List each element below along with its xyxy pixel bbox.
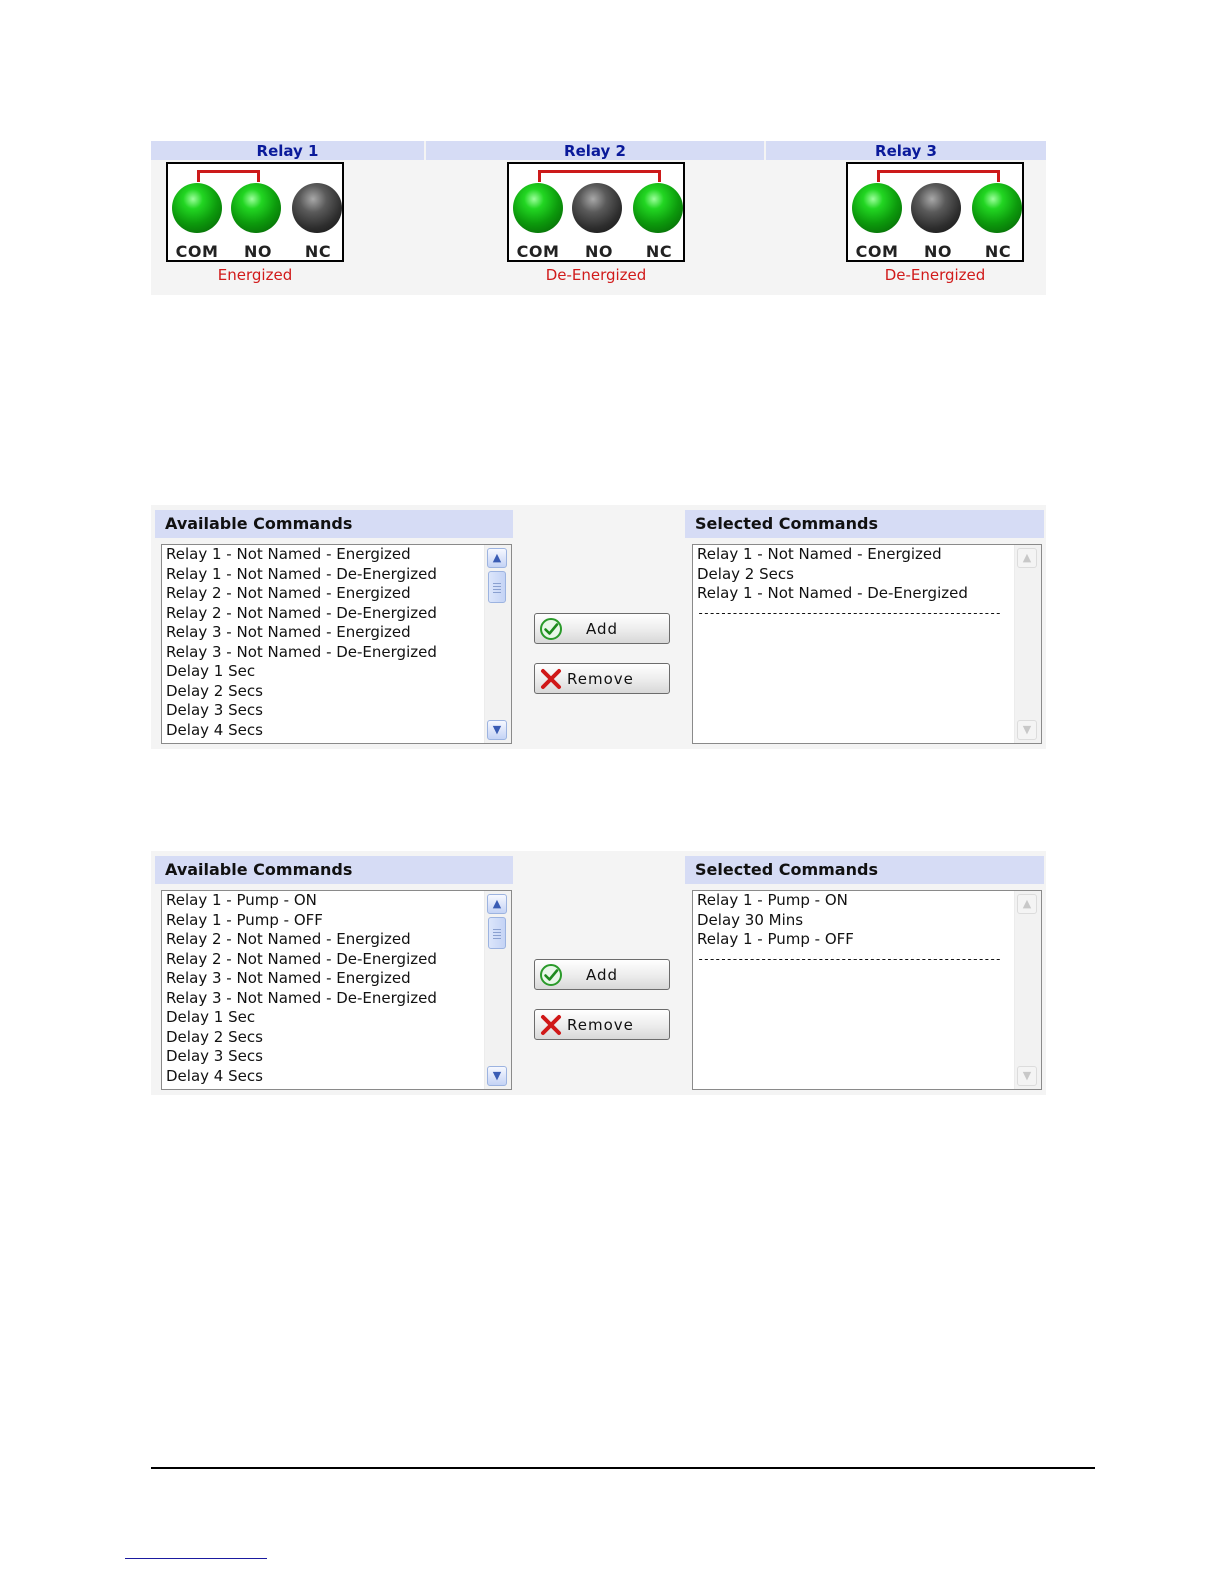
relay-status-panel: [151, 141, 1046, 295]
add-button-label: Add: [586, 966, 619, 984]
relay-3-diagram: [846, 162, 1024, 262]
selected-commands-header: Selected Commands: [685, 856, 1044, 884]
red-x-icon: [539, 667, 563, 691]
relay-2-contact-bracket: [538, 170, 661, 182]
add-button[interactable]: [534, 613, 670, 644]
relay-2-com-label: COM: [516, 242, 560, 261]
relay-1-no-label: NO: [244, 242, 272, 261]
list-item[interactable]: Relay 3 - Not Named - Energized: [166, 623, 411, 641]
check-circle-icon: [539, 617, 563, 641]
list-item[interactable]: Relay 1 - Not Named - De-Energized: [166, 564, 437, 583]
list-item[interactable]: Delay 4 Secs: [166, 720, 263, 739]
list-item[interactable]: Delay 3 Secs: [166, 1047, 263, 1065]
footer-divider: [151, 1467, 1095, 1469]
relay-1-diagram: [166, 162, 344, 262]
available-list-scrollbar[interactable]: [484, 545, 511, 743]
list-item[interactable]: Relay 2 - Not Named - De-Energized: [166, 603, 437, 622]
available-commands-list[interactable]: [161, 544, 512, 744]
relay-3-com-led: [852, 183, 902, 233]
selected-commands-header: Selected Commands: [685, 510, 1044, 538]
selected-list-scrollbar: [1014, 891, 1041, 1089]
command-panel-2: [151, 851, 1046, 1095]
list-item[interactable]: Delay 30 Mins: [697, 910, 804, 929]
relay-1-no-led: [231, 183, 281, 233]
relay-2-no-label: NO: [585, 242, 613, 261]
available-list-scrollbar[interactable]: [484, 891, 511, 1089]
command-panel-1: [151, 505, 1046, 749]
relay-3-nc-led: [972, 183, 1022, 233]
chevron-up-icon[interactable]: ▲: [487, 548, 507, 568]
relay-2-no-led: [572, 183, 622, 233]
chevron-down-icon[interactable]: ▼: [487, 720, 507, 740]
chevron-up-icon: ▲: [1017, 894, 1037, 914]
chevron-up-icon: ▲: [1017, 548, 1037, 568]
list-separator: -----------------------------------------------------: [697, 951, 1001, 966]
list-item[interactable]: Relay 2 - Not Named - Energized: [166, 930, 411, 948]
scrollbar-thumb[interactable]: [488, 571, 506, 603]
add-button[interactable]: [534, 959, 670, 990]
list-item[interactable]: Delay 2 Secs: [697, 564, 794, 583]
list-item[interactable]: Relay 1 - Not Named - Energized: [697, 545, 942, 563]
list-item[interactable]: Relay 1 - Pump - ON: [166, 891, 317, 909]
relay-3-nc-label: NC: [984, 242, 1012, 261]
selected-list-scrollbar: [1014, 545, 1041, 743]
list-item[interactable]: Relay 1 - Not Named - De-Energized: [697, 584, 968, 602]
selected-commands-list[interactable]: [692, 890, 1042, 1090]
list-item[interactable]: Relay 3 - Not Named - Energized: [166, 969, 411, 987]
relay-2-nc-led: [633, 183, 683, 233]
list-item[interactable]: Relay 1 - Not Named - Energized: [166, 545, 411, 563]
relay-1-com-label: COM: [175, 242, 219, 261]
list-item[interactable]: Delay 1 Sec: [166, 662, 256, 680]
relay-1-title: Relay 1: [151, 141, 424, 160]
check-circle-icon: [539, 963, 563, 987]
available-commands-list[interactable]: [161, 890, 512, 1090]
remove-button-label: Remove: [567, 670, 634, 688]
relay-1-nc-label: NC: [304, 242, 332, 261]
red-x-icon: [539, 1013, 563, 1037]
list-item[interactable]: Relay 3 - Not Named - De-Energized: [166, 642, 437, 661]
footer-link-underline: [125, 1558, 267, 1559]
relay-3-no-led: [911, 183, 961, 233]
list-item[interactable]: Delay 1 Sec: [166, 1008, 256, 1026]
list-item[interactable]: Relay 1 - Pump - OFF: [697, 930, 854, 948]
relay-2-title: Relay 2: [426, 141, 764, 160]
relay-1-com-led: [172, 183, 222, 233]
selected-commands-list[interactable]: [692, 544, 1042, 744]
chevron-up-icon[interactable]: ▲: [487, 894, 507, 914]
add-button-label: Add: [586, 620, 619, 638]
available-commands-header: Available Commands: [155, 510, 513, 538]
relay-1-state: Energized: [217, 266, 293, 284]
list-item[interactable]: Delay 2 Secs: [166, 1027, 263, 1046]
relay-3-no-label: NO: [924, 242, 952, 261]
relay-1-contact-bracket: [197, 170, 260, 182]
relay-3-contact-bracket: [877, 170, 1000, 182]
relay-2-diagram: [507, 162, 685, 262]
relay-2-com-led: [513, 183, 563, 233]
relay-3-com-label: COM: [855, 242, 899, 261]
remove-button[interactable]: [534, 1009, 670, 1040]
relay-1-nc-led: [292, 183, 342, 233]
list-item[interactable]: Relay 1 - Pump - ON: [697, 891, 848, 909]
list-item[interactable]: Delay 2 Secs: [166, 681, 263, 700]
relay-3-state: De-Energized: [884, 266, 986, 284]
list-item[interactable]: Relay 2 - Not Named - De-Energized: [166, 949, 437, 968]
available-commands-header: Available Commands: [155, 856, 513, 884]
remove-button-label: Remove: [567, 1016, 634, 1034]
chevron-down-icon[interactable]: ▼: [487, 1066, 507, 1086]
remove-button[interactable]: [534, 663, 670, 694]
list-item[interactable]: Relay 2 - Not Named - Energized: [166, 584, 411, 602]
list-item[interactable]: Delay 3 Secs: [166, 701, 263, 719]
relay-3-title: Relay 3: [766, 141, 1046, 160]
chevron-down-icon: ▼: [1017, 720, 1037, 740]
list-item[interactable]: Relay 3 - Not Named - De-Energized: [166, 988, 437, 1007]
relay-2-state: De-Energized: [545, 266, 647, 284]
chevron-down-icon: ▼: [1017, 1066, 1037, 1086]
relay-header-bar: [151, 141, 1046, 160]
list-item[interactable]: Delay 4 Secs: [166, 1066, 263, 1085]
scrollbar-thumb[interactable]: [488, 917, 506, 949]
list-item[interactable]: Relay 1 - Pump - OFF: [166, 910, 323, 929]
list-separator: -----------------------------------------------------: [697, 605, 1001, 620]
relay-2-nc-label: NC: [645, 242, 673, 261]
